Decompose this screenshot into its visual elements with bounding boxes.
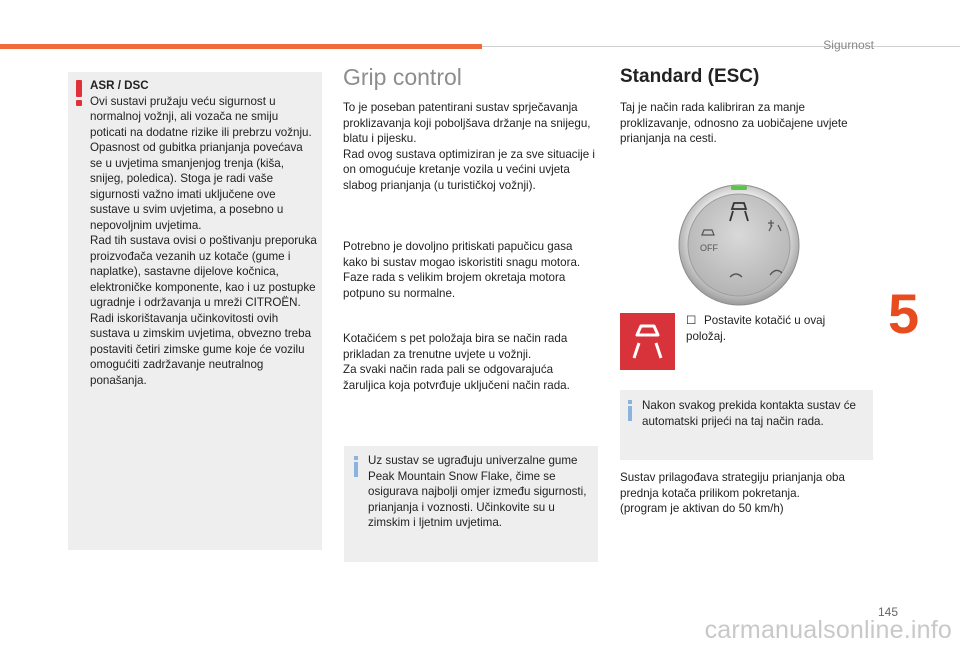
grip-info-text: Uz sustav se ugrađuju univerzalne gume Peak Mountain Snow Flake, čime se osigurava najbolji omjer između sigurnosti, prianjanja i voznosti. Učinkovite su u zimskim i ljetnim uvjetima. (368, 454, 587, 529)
section-title: Sigurnost (823, 38, 874, 52)
esc-title: Standard (ESC) (620, 66, 760, 87)
bullet-arrow-icon: ☐ (686, 314, 697, 327)
grip-intro (343, 100, 595, 193)
esc-outro (620, 470, 870, 517)
header-rule (482, 46, 960, 47)
warning-paragraph: Rad tih sustava ovisi o poštivanju preporuka proizvođača vezanih uz kotače (gume i naplatke), sastavne dijelove kočnica, elektroničke komponente, kao i uz postupke ugradnje i održavanja u mreži CITROËN. (90, 234, 317, 309)
warning-paragraph: Opasnost od gubitka prianjanja povećava se u uvjetima smanjenjog trenja (kiša, snijeg, poledica). Stoga je radi vaše sigurnosti važno imati uključene ove sustave u svim uvjetima, a posebno u nepovoljnim uvjetima. (90, 141, 303, 232)
grip-pedal-text: Potrebno je dovoljno pritiskati papučicu gasa kako bi sustav mogao iskoristiti snagu motora. Faze rada s velikim brojem okretaja motora potpuno su normalne. (343, 240, 581, 300)
grip-selector-2: Za svaki način rada pali se odgovarajuća žaruljica koja potvrđuje uključeni način rada. (343, 363, 570, 392)
grip-intro-1: To je poseban patentirani sustav sprječavanja proklizavanja koji poboljšava držanje na snijegu, blatu i pijesku. (343, 101, 591, 145)
page-number: 145 (877, 605, 898, 619)
warning-title: ASR / DSC (90, 79, 149, 92)
warning-box (68, 72, 322, 550)
esc-info-box (620, 390, 873, 460)
warning-content (90, 78, 318, 388)
esc-bullet (686, 313, 856, 344)
warning-paragraph: Ovi sustavi pružaju veću sigurnost u normalnoj vožnji, ali vozača ne smiju poticati na dodatne rizike ili prebrzu vožnju. (90, 94, 312, 139)
chapter-number: 5 (888, 282, 920, 345)
esc-intro: Taj je način rada kalibriran za manje proklizavanje, odnosno za uobičajene uvjete prianjanja na cesti. (620, 101, 848, 145)
esc-mode-icon (620, 313, 675, 370)
grip-selector-1: Kotačićem s pet položaja bira se način rada prikladan za trenutne uvjete u vožnji. (343, 332, 568, 361)
esc-info-text: Nakon svakog prekida kontakta sustav će automatski prijeći na taj način rada. (642, 399, 856, 428)
grip-control-dial (674, 183, 804, 307)
esc-bullet-text: Postavite kotačić u ovaj položaj. (686, 314, 826, 343)
header-accent-bar (0, 44, 482, 49)
esc-outro-1: Sustav prilagođava strategiju prianjanja oba prednja kotača prilikom pokretanja. (620, 471, 845, 500)
dial-off-label: OFF (700, 243, 718, 253)
warning-paragraph: Radi iskorištavanja učinkovitosti ovih sustava u zimskim uvjetima, obvezno treba postaviti četiri zimske gume koje će vozilu omogućiti zadržavanje neutralnog ponašanja. (90, 311, 312, 387)
warning-icon (76, 80, 82, 106)
grip-selector-text (343, 331, 595, 393)
esc-outro-2: (program je aktivan do 50 km/h) (620, 502, 784, 515)
grip-intro-2: Rad ovog sustava optimiziran je za sve situacije i on omogućuje kretanje vozila u većini uvjeta slabog prianjanja (u turističkoj vožnji). (343, 147, 595, 192)
grip-info-box (344, 446, 598, 562)
watermark-text: carmanualsonline.info (704, 616, 952, 644)
grip-control-title: Grip control (343, 64, 462, 90)
